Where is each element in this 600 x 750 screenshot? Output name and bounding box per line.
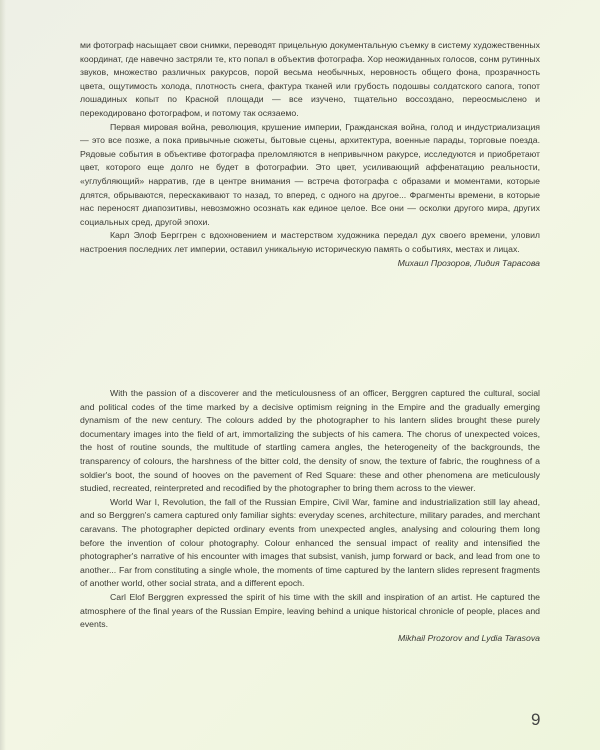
page-number: 9: [531, 710, 541, 729]
en-paragraph-2: World War I, Revolution, the fall of the Russian Empire, Civil War, famine and industrialization still lay ahead, and so Berggren's camera captured only familiar sights: everyday scenes, architecture, military parades, and merchant caravans. The photographer depicted ordinary events from unexpected angles, analysing and colouring them long before the invention of colour photography. Colour enhanced the sensual impact of reality and intensified the photographer's narrative of his encounter with images that subsist, vanish, jump forward or back, and lead from one to another... Far from constituting a single whole, the moments of time captured by the lantern slides represent fragments of another world, other social strata, and a different epoch.: [80, 496, 540, 589]
ru-paragraph-2: Первая мировая война, революция, крушение империи, Гражданская война, голод и индустриализация — это все позже, а пока привычные сюжеты, бытовые сцены, архитектура, военные парады, торговые поезда. Рядовые события в объективе фотографа преломляются в непривычном ракурсе, исследуются и приобретают цвет, которого еще долго не будет в фотографии. Это цвет, усиливающий аффенатацию реальности, «углубляющий» нарратив, где в центре внимания — встреча фотографа с образами и моментами, которые длятся, обрываются, перескакивают то назад, то вперед, с одного на другое... Фрагменты времени, в которые нас переносят диапозитивы, невозможно осознать как единое целое. Все они — осколки другого мира, других социальных сред, другой эпохи.: [80, 121, 540, 227]
english-text-block: [80, 387, 540, 645]
russian-text-block: [80, 39, 540, 270]
ru-signature: Михаил Прозоров, Лидия Тарасова: [397, 257, 540, 268]
ru-paragraph-3: Карл Элоф Берггрен с вдохновением и мастерством художника передал дух своего времени, уловил настроения последних лет империи, оставил уникальную историческую память о событиях, местах и лицах.: [80, 230, 540, 254]
page-edge-shadow: [0, 0, 6, 750]
en-paragraph-1: With the passion of a discoverer and the meticulousness of an officer, Berggren captured the cultural, social and political codes of the time marked by a decisive optimism reigning in the Empire and the gradually emerging dynamism of the new century. The colours added by the photographer to his lantern slides brought these purely documentary images into the field of art, immortalizing the subjects of his camera. The chorus of unexpected voices, the host of routine sounds, the multitude of startling camera angles, the heterogeneity of the backgrounds, the transparency of colours, the harshness of the bitter cold, the density of snow, the texture of fabric, the roughness of a soldier's boot, the sound of hooves on the pavement of Red Square: these and other phenomena are meticulously studied, recreated, reinterpreted and recodified by the photographer to bring them across to the viewer.: [80, 388, 540, 494]
ru-paragraph-1: ми фотограф насыщает свои снимки, переводят прицельную документальную съемку в систему художественных координат, где навечно застряли те, кто попал в объектив фотографа. Хор неожиданных голосов, сонм рутинных звуков, множество различных ракурсов, порой весьма необычных, неровность общего фона, прозрачность цвета, ощутимость холода, плотность снега, фактура тканей или грубость подошвы солдатского сапога, топот лошадиных копыт по Красной площади — все изучено, тщательно воссоздано, переосмыслено и перекодировано фотографом, и потому так осязаемо.: [80, 40, 540, 118]
en-paragraph-3: Carl Elof Berggren expressed the spirit of his time with the skill and inspiration of an artist. He captured the atmosphere of the final years of the Russian Empire, leaving behind a unique historical chronicle of people, places and events.: [80, 591, 540, 630]
en-signature: Mikhail Prozorov and Lydia Tarasova: [398, 632, 540, 643]
